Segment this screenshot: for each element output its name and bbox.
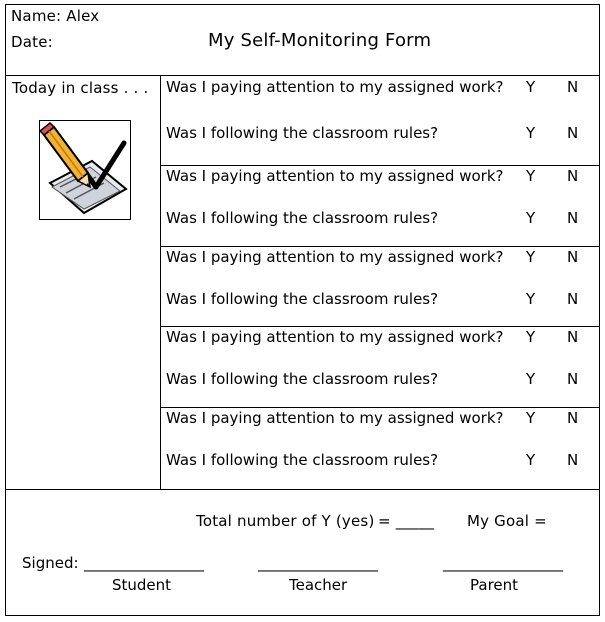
signed-label: Signed: xyxy=(22,554,79,572)
answer-no[interactable]: N xyxy=(567,290,579,308)
column-divider xyxy=(160,75,161,489)
student-caption: Student xyxy=(112,576,172,594)
answer-yes[interactable]: Y xyxy=(526,290,536,308)
answer-no[interactable]: N xyxy=(567,124,579,142)
question-rules: Was I following the classroom rules? xyxy=(166,124,439,142)
answer-yes[interactable]: Y xyxy=(526,78,536,96)
student-signature-line[interactable]: ________________ xyxy=(84,554,204,572)
today-in-class-label: Today in class . . . xyxy=(12,79,149,97)
header-divider xyxy=(6,75,599,76)
answer-yes[interactable]: Y xyxy=(526,409,536,427)
answer-no[interactable]: N xyxy=(567,78,579,96)
parent-caption: Parent xyxy=(470,576,519,594)
block-divider xyxy=(160,407,599,408)
self-monitoring-form xyxy=(5,4,600,616)
pencil-checklist-icon xyxy=(39,120,131,220)
answer-yes[interactable]: Y xyxy=(526,167,536,185)
question-attention: Was I paying attention to my assigned work? xyxy=(166,328,504,346)
question-rules: Was I following the classroom rules? xyxy=(166,370,439,388)
total-yes-label: Total number of Y (yes) xyxy=(196,512,375,530)
question-attention: Was I paying attention to my assigned work? xyxy=(166,409,504,427)
block-divider xyxy=(160,165,599,166)
answer-yes[interactable]: Y xyxy=(526,209,536,227)
question-rules: Was I following the classroom rules? xyxy=(166,451,439,469)
question-rules: Was I following the classroom rules? xyxy=(166,290,439,308)
answer-yes[interactable]: Y xyxy=(526,370,536,388)
answer-no[interactable]: N xyxy=(567,451,579,469)
footer-divider xyxy=(6,489,599,490)
name-label: Name: Alex xyxy=(11,7,100,25)
block-divider xyxy=(160,246,599,247)
my-goal-label: My Goal = xyxy=(467,512,547,530)
answer-no[interactable]: N xyxy=(567,370,579,388)
teacher-caption: Teacher xyxy=(289,576,348,594)
block-divider xyxy=(160,326,599,327)
date-label: Date: xyxy=(11,33,53,51)
teacher-signature-line[interactable]: ________________ xyxy=(258,554,378,572)
parent-signature-line[interactable]: ________________ xyxy=(443,554,563,572)
total-yes-field[interactable]: = _____ xyxy=(378,512,435,530)
question-attention: Was I paying attention to my assigned work? xyxy=(166,78,504,96)
answer-no[interactable]: N xyxy=(567,167,579,185)
answer-yes[interactable]: Y xyxy=(526,451,536,469)
form-title: My Self-Monitoring Form xyxy=(208,30,432,51)
answer-yes[interactable]: Y xyxy=(526,124,536,142)
question-attention: Was I paying attention to my assigned work? xyxy=(166,167,504,185)
answer-no[interactable]: N xyxy=(567,409,579,427)
answer-no[interactable]: N xyxy=(567,248,579,266)
answer-yes[interactable]: Y xyxy=(526,248,536,266)
answer-no[interactable]: N xyxy=(567,209,579,227)
question-rules: Was I following the classroom rules? xyxy=(166,209,439,227)
answer-yes[interactable]: Y xyxy=(526,328,536,346)
answer-no[interactable]: N xyxy=(567,328,579,346)
question-attention: Was I paying attention to my assigned work? xyxy=(166,248,504,266)
